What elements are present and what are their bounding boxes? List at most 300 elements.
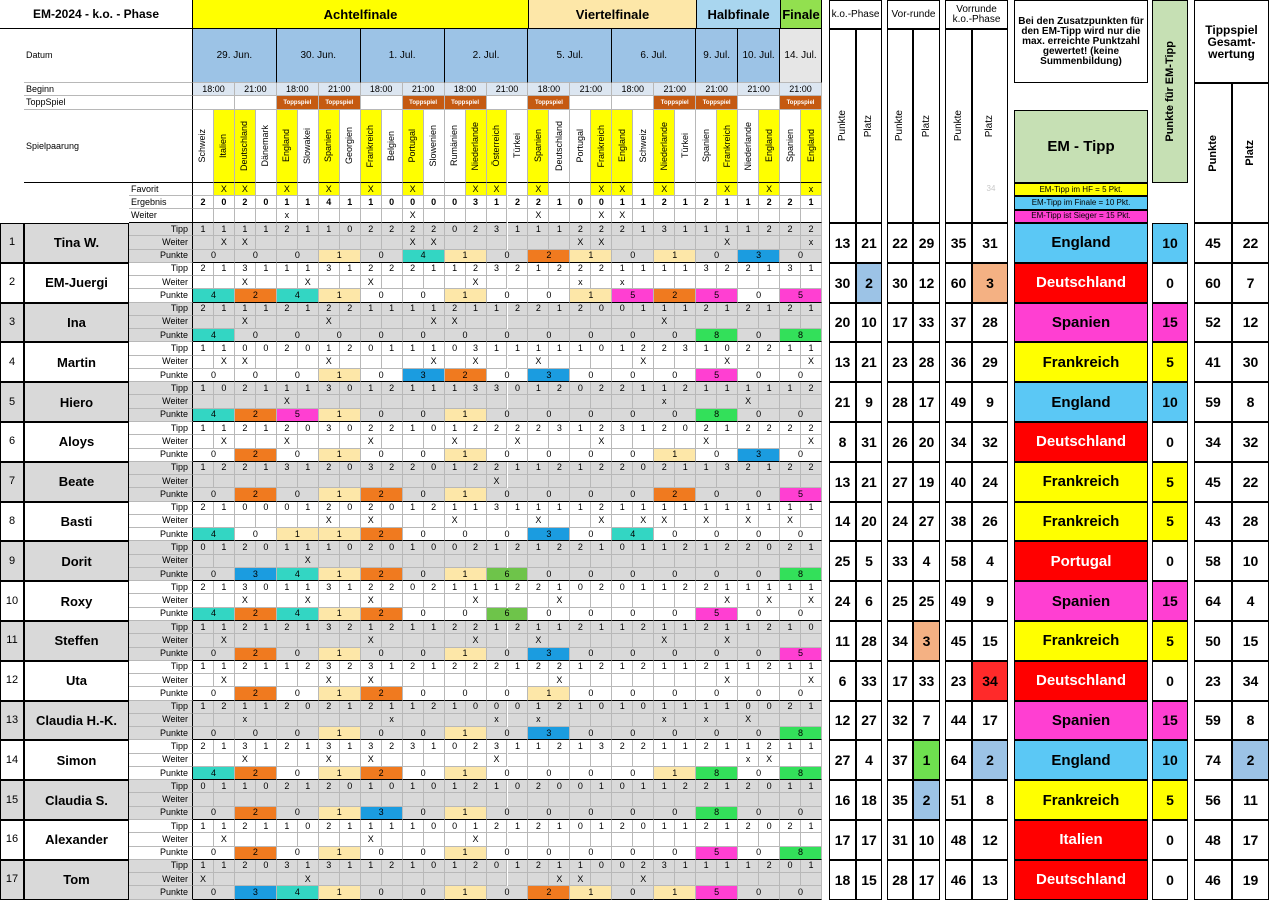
advance-mark — [466, 209, 487, 223]
tipp-value: 1 — [633, 581, 654, 594]
punkte-value: 0 — [570, 727, 612, 740]
tipp-value: 0 — [424, 860, 445, 873]
punkte-value: 1 — [445, 449, 487, 462]
result-value: 0 — [403, 196, 424, 209]
tipp-value: 1 — [235, 780, 256, 793]
tipp-value: 2 — [591, 223, 612, 236]
punkte-value: 0 — [780, 449, 822, 462]
tipp-value: 2 — [654, 422, 675, 435]
tipp-value: 1 — [361, 382, 382, 395]
tipp-value: 0 — [591, 860, 612, 873]
tipp-value: 2 — [508, 581, 529, 594]
result-value: 1 — [801, 196, 822, 209]
score-vr_pl: 10 — [913, 820, 940, 860]
weiter-mark — [424, 793, 445, 806]
score-vr_p: 17 — [887, 303, 913, 343]
weiter-mark — [235, 395, 256, 408]
weiter-mark — [508, 754, 529, 767]
tipp-value: 2 — [801, 223, 822, 236]
tipp-value: 1 — [717, 621, 738, 634]
score-s_p: 49 — [945, 581, 972, 621]
tipp-value: 2 — [361, 223, 382, 236]
weiter-mark — [298, 754, 319, 767]
advance-mark — [780, 209, 801, 223]
weiter-mark — [508, 356, 529, 369]
weiter-mark — [445, 594, 466, 607]
punkte-value: 0 — [570, 329, 612, 342]
weiter-mark — [361, 555, 382, 568]
team-label: Türkei — [511, 133, 522, 159]
weiter-mark — [466, 555, 487, 568]
punkte-value: 3 — [403, 369, 445, 382]
gesamt-platz: 22 — [1232, 462, 1269, 502]
favorit-mark — [193, 183, 214, 196]
weiter-mark — [759, 236, 780, 249]
punkte-value: 4 — [277, 886, 319, 899]
tipp-value: 3 — [319, 263, 340, 276]
tipp-value: 2 — [549, 462, 570, 475]
weiter-mark: X — [466, 356, 487, 369]
score-vr_p: 22 — [887, 223, 913, 263]
toppspiel-badge: Toppspiel — [780, 96, 822, 110]
team-name — [549, 110, 570, 183]
tipp-value: 2 — [361, 263, 382, 276]
tipp-value: 2 — [780, 422, 801, 435]
weiter-mark: X — [235, 316, 256, 329]
favorit-mark: X — [591, 183, 612, 196]
punkte-value: 4 — [612, 528, 654, 541]
tipp-value: 1 — [696, 502, 717, 515]
tipp-value: 2 — [612, 820, 633, 833]
result-value: 0 — [424, 196, 445, 209]
tipp-value: 1 — [780, 382, 801, 395]
tipp-value: 2 — [570, 303, 591, 316]
weiter-mark — [256, 754, 277, 767]
tipp-value: 2 — [487, 422, 508, 435]
weiter-mark — [612, 356, 633, 369]
punkte-value: 1 — [528, 687, 570, 700]
weiter-mark — [759, 435, 780, 448]
weiter-mark: X — [445, 316, 466, 329]
gesamt-punkte: 41 — [1194, 342, 1232, 382]
tipp-value: 2 — [466, 223, 487, 236]
score-ko_pl: 2 — [856, 263, 882, 303]
tipp-value: 1 — [382, 303, 403, 316]
weiter-mark — [340, 395, 361, 408]
weiter-mark — [675, 316, 696, 329]
sub-label-weiter: Weiter — [129, 236, 193, 249]
weiter-mark: X — [654, 515, 675, 528]
punkte-value: 0 — [696, 648, 738, 661]
team-name — [277, 110, 298, 183]
tipp-value: 2 — [759, 740, 780, 753]
weiter-mark — [612, 754, 633, 767]
gesamt-punkte: 59 — [1194, 382, 1232, 422]
weiter-mark: X — [738, 515, 759, 528]
tipp-value: 0 — [445, 223, 466, 236]
advance-mark — [382, 209, 403, 223]
tipp-value: 3 — [654, 860, 675, 873]
weiter-mark — [298, 236, 319, 249]
punkte-value: 2 — [654, 488, 696, 501]
weiter-mark: X — [277, 395, 298, 408]
em-tipp-points: 5 — [1152, 621, 1188, 661]
gesamt-platz: 28 — [1232, 502, 1269, 542]
weiter-mark — [193, 356, 214, 369]
punkte-value: 0 — [696, 687, 738, 700]
em-tipp-value: Spanien — [1014, 303, 1148, 343]
score-s_pl: 29 — [972, 342, 1008, 382]
tipp-value: 1 — [759, 263, 780, 276]
weiter-mark — [277, 555, 298, 568]
team-label: Dänemark — [260, 125, 271, 167]
team-name — [487, 110, 508, 183]
tipp-value: 2 — [696, 422, 717, 435]
tipp-value: 2 — [403, 661, 424, 674]
punkte-value: 8 — [780, 568, 822, 581]
score-vr_p: 37 — [887, 740, 913, 780]
tipp-value: 1 — [717, 740, 738, 753]
tipp-value: 0 — [193, 541, 214, 554]
punkte-value: 0 — [612, 648, 654, 661]
tipp-value: 2 — [717, 541, 738, 554]
weiter-mark: X — [319, 674, 340, 687]
tipp-value: 1 — [508, 462, 529, 475]
punkte-value: 1 — [445, 289, 487, 302]
team-label: Frankreich — [721, 124, 732, 168]
weiter-mark — [738, 674, 759, 687]
weiter-mark — [549, 714, 570, 727]
weiter-mark — [298, 833, 319, 846]
punkte-value: 0 — [654, 369, 696, 382]
tipp-value: 1 — [675, 303, 696, 316]
tipp-value: 2 — [466, 263, 487, 276]
punkte-value: 0 — [612, 807, 654, 820]
punkte-value: 2 — [361, 528, 403, 541]
weiter-mark — [780, 634, 801, 647]
weiter-mark — [508, 395, 529, 408]
weiter-mark — [445, 356, 466, 369]
weiter-mark — [487, 674, 508, 687]
tipp-value: 1 — [654, 621, 675, 634]
tipp-value: 1 — [424, 661, 445, 674]
weiter-mark — [717, 435, 738, 448]
punkte-value: 0 — [445, 687, 487, 700]
weiter-mark — [319, 276, 340, 289]
tipp-value: 1 — [193, 661, 214, 674]
weiter-mark — [508, 793, 529, 806]
score-vr_pl: 17 — [913, 860, 940, 900]
team-name — [675, 110, 696, 183]
tipp-value: 1 — [277, 661, 298, 674]
weiter-mark — [549, 276, 570, 289]
score-ko_pl: 21 — [856, 223, 882, 263]
tipp-value: 1 — [403, 502, 424, 515]
punkte-value: 1 — [319, 648, 361, 661]
result-value: 2 — [235, 196, 256, 209]
punkte-value: 0 — [528, 568, 570, 581]
score-vr_p: 28 — [887, 382, 913, 422]
score-ko_p: 8 — [829, 422, 856, 462]
tipp-value: 2 — [424, 223, 445, 236]
team-label: Schweiz — [637, 129, 648, 163]
weiter-mark — [193, 236, 214, 249]
weiter-mark: x — [382, 714, 403, 727]
tipp-value: 2 — [675, 382, 696, 395]
punkte-value: 1 — [277, 528, 319, 541]
tipp-value: 2 — [508, 621, 529, 634]
punkte-value: 0 — [654, 329, 696, 342]
tipp-value: 2 — [382, 422, 403, 435]
weiter-mark — [466, 435, 487, 448]
weiter-mark — [214, 754, 235, 767]
weiter-mark: X — [214, 356, 235, 369]
tipp-value: 1 — [256, 382, 277, 395]
tipp-value: 1 — [487, 621, 508, 634]
weiter-mark — [759, 793, 780, 806]
advance-mark — [570, 209, 591, 223]
tipp-value: 1 — [654, 502, 675, 515]
tipp-value: 1 — [696, 462, 717, 475]
player-name: Beate — [24, 462, 129, 502]
gesamt-punkte: 60 — [1194, 263, 1232, 303]
tipp-value: 1 — [717, 303, 738, 316]
weiter-mark: X — [361, 634, 382, 647]
toppspiel-badge — [487, 96, 529, 110]
score-vr_pl: 27 — [913, 502, 940, 542]
weiter-mark — [801, 714, 822, 727]
sub-label-weiter: Weiter — [129, 555, 193, 568]
weiter-mark — [487, 873, 508, 886]
sub-label-punkte: Punkte — [129, 289, 193, 302]
score-s_pl: 13 — [972, 860, 1008, 900]
punkte-value: 0 — [738, 886, 780, 899]
weiter-mark — [570, 674, 591, 687]
punkte-value: 1 — [445, 250, 487, 263]
weiter-mark — [612, 714, 633, 727]
sub-label-tipp: Tipp — [129, 502, 193, 515]
tipp-value: 1 — [256, 661, 277, 674]
weiter-mark — [801, 515, 822, 528]
punkte-value: 0 — [612, 488, 654, 501]
tipp-value: 1 — [487, 780, 508, 793]
em-tipp-points: 10 — [1152, 382, 1188, 422]
tipp-value: 2 — [340, 342, 361, 355]
weiter-mark: X — [214, 674, 235, 687]
score-col-header — [913, 29, 940, 223]
tipp-value: 1 — [591, 820, 612, 833]
punkte-value: 5 — [696, 369, 738, 382]
tipp-value: 1 — [528, 701, 549, 714]
weiter-mark — [738, 276, 759, 289]
tipp-value: 1 — [508, 820, 529, 833]
punkte-value: 0 — [780, 886, 822, 899]
weiter-mark — [340, 714, 361, 727]
sub-label-punkte: Punkte — [129, 449, 193, 462]
weiter-mark — [654, 236, 675, 249]
toppspiel-badge: Toppspiel — [319, 96, 361, 110]
weiter-mark — [361, 873, 382, 886]
tipp-value: 1 — [256, 422, 277, 435]
tipp-value: 2 — [193, 502, 214, 515]
tipp-value: 1 — [277, 820, 298, 833]
tipp-value: 1 — [319, 541, 340, 554]
tipp-value: 2 — [675, 581, 696, 594]
punkte-value: 0 — [612, 886, 654, 899]
weiter-mark — [487, 435, 508, 448]
punkte-value: 1 — [319, 369, 361, 382]
favorit-mark — [780, 183, 801, 196]
punkte-value: 1 — [319, 488, 361, 501]
match-date: 14. Jul. — [780, 29, 822, 83]
gesamt-punkte: 56 — [1194, 780, 1232, 820]
tipp-value: 1 — [445, 701, 466, 714]
punkte-value: 8 — [780, 847, 822, 860]
tipp-value: 0 — [445, 740, 466, 753]
tipp-value: 1 — [508, 661, 529, 674]
team-name — [633, 110, 654, 183]
score-s_pl: 31 — [972, 223, 1008, 263]
weiter-mark — [424, 435, 445, 448]
tipp-value: 1 — [570, 701, 591, 714]
score-vr_p: 24 — [887, 502, 913, 542]
punkte-value: 2 — [361, 568, 403, 581]
tipp-value: 1 — [256, 462, 277, 475]
sub-label-weiter: Weiter — [129, 395, 193, 408]
weiter-mark: X — [591, 236, 612, 249]
weiter-mark — [193, 714, 214, 727]
weiter-mark — [445, 395, 466, 408]
weiter-mark — [528, 316, 549, 329]
team-label: Frankreich — [365, 124, 376, 168]
tipp-value: 1 — [549, 621, 570, 634]
tipp-value: 2 — [570, 263, 591, 276]
team-label: Spanien — [784, 129, 795, 163]
tipp-value: 0 — [612, 581, 633, 594]
weiter-mark — [675, 276, 696, 289]
tipp-value: 1 — [717, 382, 738, 395]
weiter-mark — [445, 276, 466, 289]
punkte-value: 0 — [570, 687, 612, 700]
punkte-value: 0 — [696, 250, 738, 263]
weiter-mark — [801, 276, 822, 289]
weiter-mark — [612, 594, 633, 607]
punkte-value: 3 — [528, 727, 570, 740]
tipp-value: 1 — [780, 342, 801, 355]
tipp-value: 2 — [235, 422, 256, 435]
tipp-value: 2 — [801, 462, 822, 475]
weiter-mark: X — [298, 873, 319, 886]
weiter-mark — [382, 316, 403, 329]
weiter-mark — [591, 276, 612, 289]
score-ko_p: 13 — [829, 462, 856, 502]
punkte-value: 0 — [403, 329, 445, 342]
weiter-mark — [424, 475, 445, 488]
weiter-mark — [612, 236, 633, 249]
score-vr_pl: 4 — [913, 541, 940, 581]
tipp-value: 3 — [319, 740, 340, 753]
weiter-mark: X — [633, 515, 654, 528]
tipp-value: 1 — [214, 581, 235, 594]
tipp-value: 1 — [759, 581, 780, 594]
tipp-value: 0 — [487, 701, 508, 714]
tipp-value: 2 — [780, 820, 801, 833]
result-value: 1 — [675, 196, 696, 209]
result-value: 2 — [654, 196, 675, 209]
tipp-value: 2 — [591, 382, 612, 395]
punkte-value: 0 — [738, 289, 780, 302]
tipp-value: 3 — [487, 263, 508, 276]
tipp-value: 2 — [466, 462, 487, 475]
favorit-mark: X — [654, 183, 675, 196]
punkte-em-tipp-header — [1152, 0, 1188, 183]
weiter-mark — [738, 873, 759, 886]
punkte-value: 0 — [319, 329, 361, 342]
weiter-mark — [570, 435, 591, 448]
weiter-mark: X — [570, 236, 591, 249]
sub-label-punkte: Punkte — [129, 250, 193, 263]
weiter-mark — [319, 594, 340, 607]
tipp-value: 3 — [361, 740, 382, 753]
weiter-mark — [403, 674, 424, 687]
tipp-value: 1 — [256, 820, 277, 833]
punkte-value: 1 — [445, 409, 487, 422]
punkte-value: 4 — [193, 329, 235, 342]
team-label: Niederlande — [658, 121, 669, 171]
result-value: 1 — [298, 196, 319, 209]
weiter-mark — [696, 475, 717, 488]
tipp-value: 2 — [612, 382, 633, 395]
tipp-value: 1 — [780, 661, 801, 674]
punkte-value: 8 — [696, 409, 738, 422]
punkte-value: 0 — [235, 369, 277, 382]
weiter-mark — [654, 555, 675, 568]
tipp-value: 1 — [528, 621, 549, 634]
tipp-value: 2 — [696, 780, 717, 793]
punkte-value: 1 — [319, 528, 361, 541]
punkte-value: 1 — [319, 807, 361, 820]
team-label: Schweiz — [197, 129, 208, 163]
weiter-mark — [382, 674, 403, 687]
tipp-value: 2 — [361, 581, 382, 594]
team-label: Slowakei — [302, 127, 313, 165]
advance-mark — [654, 209, 675, 223]
match-time: 18:00 — [193, 83, 235, 96]
result-value: 2 — [696, 196, 717, 209]
sub-label-tipp: Tipp — [129, 701, 193, 714]
weiter-mark — [549, 236, 570, 249]
score-vr_pl: 29 — [913, 223, 940, 263]
punkte-value: 0 — [193, 886, 235, 899]
weiter-mark — [801, 395, 822, 408]
weiter-mark — [738, 555, 759, 568]
weiter-mark — [633, 634, 654, 647]
weiter-mark: X — [214, 435, 235, 448]
em-tipp-value: Spanien — [1014, 581, 1148, 621]
score-s_p: 38 — [945, 502, 972, 542]
tipp-value: 0 — [361, 342, 382, 355]
weiter-mark — [403, 594, 424, 607]
score-vr_p: 28 — [887, 860, 913, 900]
tipp-value: 1 — [780, 502, 801, 515]
weiter-mark — [277, 475, 298, 488]
weiter-mark — [340, 793, 361, 806]
weiter-mark — [298, 475, 319, 488]
punkte-value: 2 — [235, 289, 277, 302]
weiter-mark — [193, 833, 214, 846]
player-name: Claudia H.-K. — [24, 701, 129, 741]
tipp-value: 1 — [801, 581, 822, 594]
